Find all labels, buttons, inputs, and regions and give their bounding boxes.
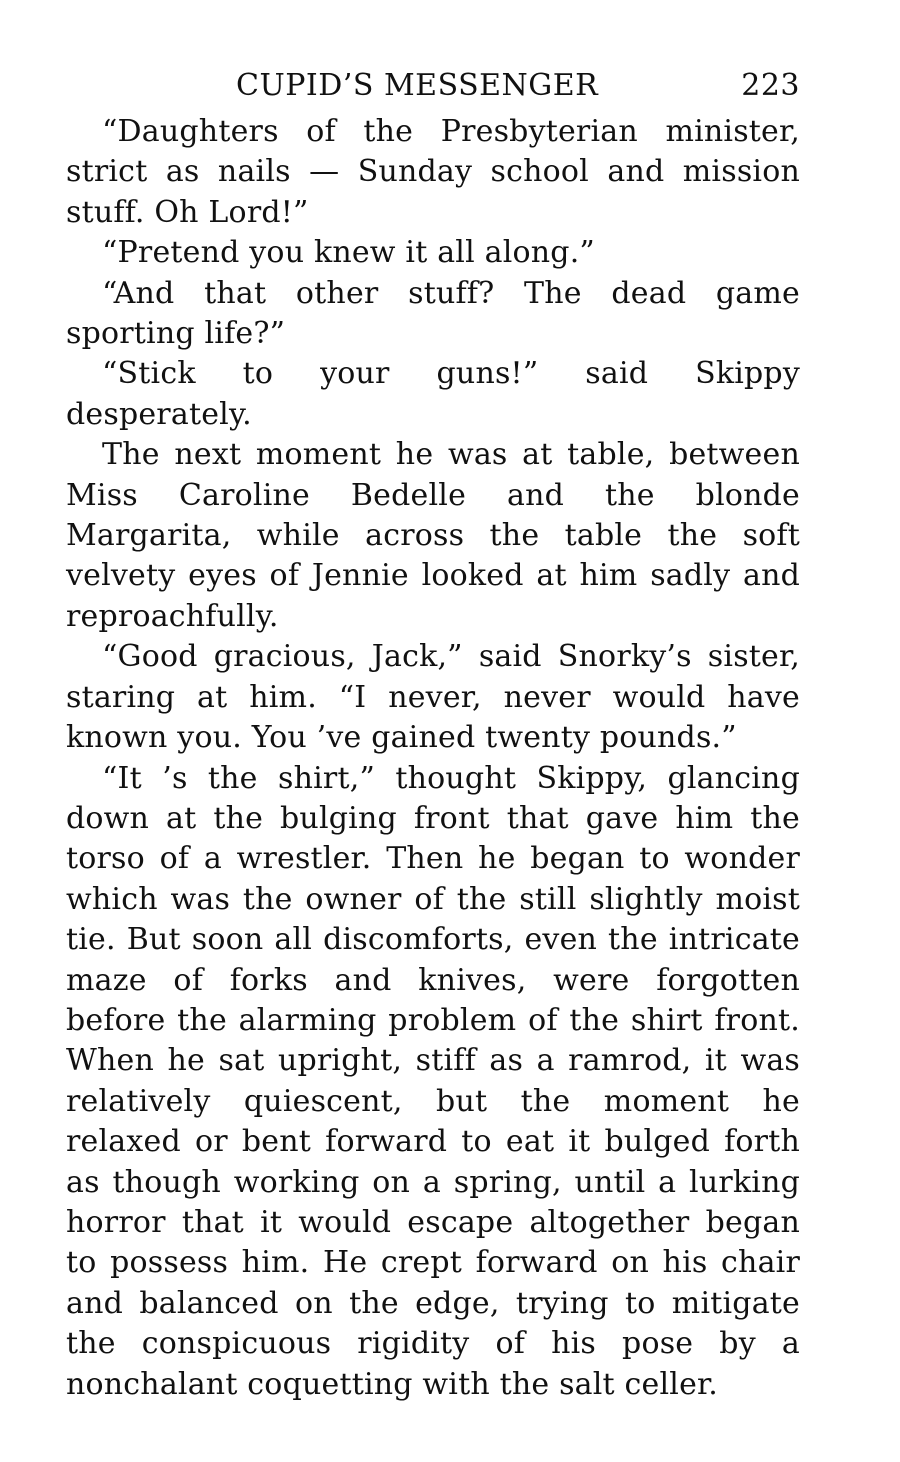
book-page xyxy=(66,60,800,1405)
paragraph: “Stick to your guns!” said Skippy desperately. xyxy=(66,356,800,432)
paragraph: “And that other stuff? The dead game sporting life?” xyxy=(66,275,800,352)
paragraph: “Pretend you knew it all along.” xyxy=(102,235,595,271)
body-text xyxy=(66,112,800,1405)
running-title: CUPID’S MESSENGER xyxy=(236,68,599,103)
paragraph: “Daughters of the Presbyterian minister, strict as nails — Sunday school and mission stuff. Oh Lord!” xyxy=(66,114,800,230)
paragraph: “Good gracious, Jack,” said Snorky’s sister, staring at him. “I never, never would have known you. You ’ve gained twenty pounds.” xyxy=(66,639,800,756)
paragraph: “It ’s the shirt,” thought Skippy, glancing down at the bulging front that gave him the torso of a wrestler. Then he began to wonder which was the owner of the still slightly moist tie. But soon all discomforts, even the intricate maze of forks and knives, were forgotten before the alarming problem of the shirt front. When he sat upright, stiff as a ramrod, it was relatively quiescent, but the moment he relaxed or bent forward to eat it bulged forth as though working on a spring, until a lurking horror that it would escape altogether began to possess him. He crept forward on his chair and balanced on the edge, trying to mitigate the conspicuous rigidity of his pose by a nonchalant coquetting with the salt celler. xyxy=(66,760,800,1402)
paragraph: The next moment he was at table, between Miss Caroline Bedelle and the blonde Margarita, while across the table the soft velvety eyes of Jennie looked at him sadly and reproachfully. xyxy=(66,437,800,634)
page-number: 223 xyxy=(741,68,800,103)
running-head xyxy=(66,60,800,112)
